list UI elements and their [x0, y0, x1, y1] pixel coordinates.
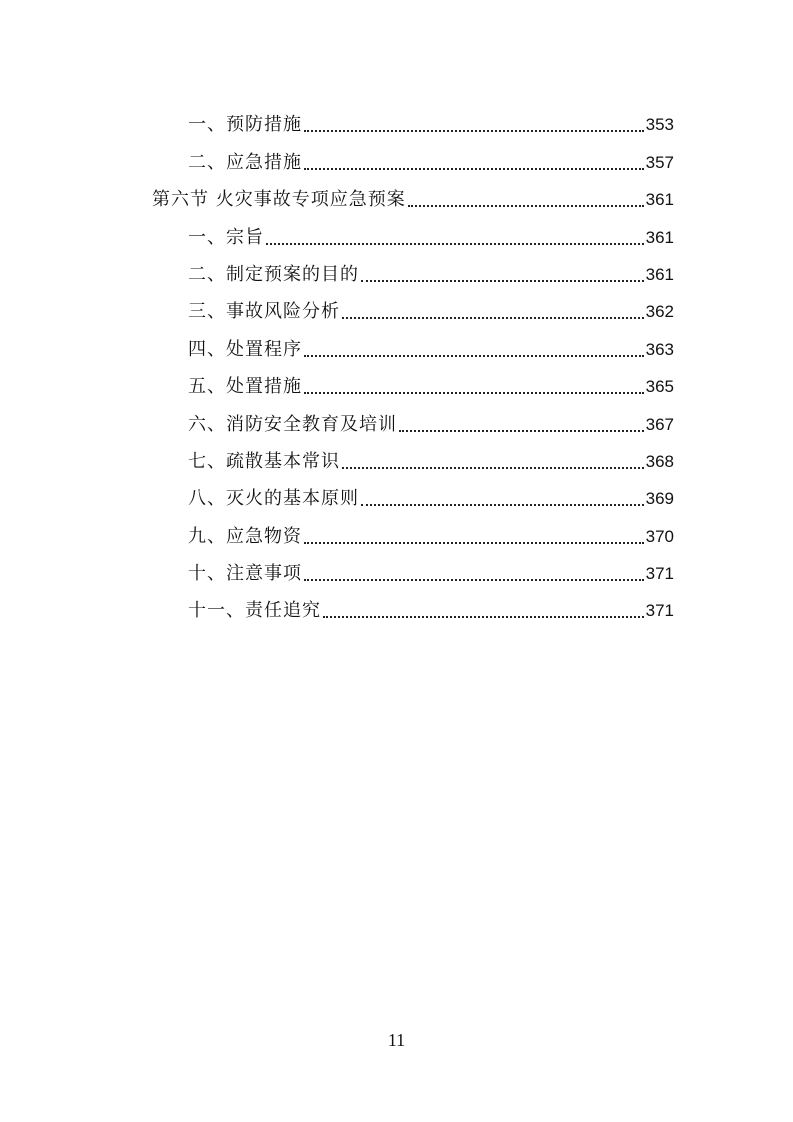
dot-leader: [342, 299, 644, 325]
toc-entry-page: 361: [645, 264, 674, 284]
toc-entry-page: 370: [645, 526, 674, 546]
toc-entry-page: 371: [645, 601, 674, 621]
toc-entry[interactable]: [188, 138, 674, 175]
toc-entry-page: 371: [645, 564, 674, 584]
toc-entry-page: 365: [645, 377, 674, 397]
page-number: 11: [387, 1030, 406, 1050]
toc-entry[interactable]: [188, 550, 674, 587]
toc-entry-title: 一、宗旨: [188, 226, 264, 248]
toc-entry-title: 三、事故风险分析: [188, 301, 340, 323]
toc-entry[interactable]: [188, 587, 674, 624]
toc-entry-page: 361: [645, 227, 674, 247]
toc-entry-page: 361: [645, 190, 674, 210]
toc-entry-title: 四、处置程序: [188, 338, 302, 360]
toc-section-entry[interactable]: [152, 176, 674, 213]
toc-entry-page: 369: [645, 489, 674, 509]
dot-leader: [304, 524, 644, 550]
toc-entry[interactable]: [188, 101, 674, 138]
dot-leader: [266, 225, 644, 251]
toc-entry-page: 367: [645, 414, 674, 434]
toc-entry[interactable]: [188, 363, 674, 400]
toc-entry[interactable]: [188, 325, 674, 362]
dot-leader: [304, 112, 644, 138]
toc-entry-title: 八、灭火的基本原则: [188, 488, 359, 510]
toc-entry-page: 353: [645, 115, 674, 135]
toc-entry-title: 二、制定预案的目的: [188, 263, 359, 285]
toc-entry[interactable]: [188, 213, 674, 250]
dot-leader: [304, 150, 644, 176]
dot-leader: [399, 412, 644, 438]
toc-entry[interactable]: [188, 512, 674, 549]
dot-leader: [361, 486, 644, 512]
dot-leader: [408, 187, 644, 213]
toc-entry-page: 357: [645, 152, 674, 172]
toc-entry[interactable]: [188, 438, 674, 475]
toc-entry-title: 六、消防安全教育及培训: [188, 413, 397, 435]
toc-entry-title: 十一、责任追究: [188, 600, 321, 622]
toc-entry[interactable]: [188, 251, 674, 288]
table-of-contents: [0, 101, 793, 624]
dot-leader: [342, 449, 644, 475]
toc-entry-title: 二、应急措施: [188, 151, 302, 173]
toc-entry-title: 九、应急物资: [188, 525, 302, 547]
toc-entry-title: 五、处置措施: [188, 376, 302, 398]
dot-leader: [304, 337, 644, 363]
dot-leader: [361, 262, 644, 288]
toc-entry-title: 七、疏散基本常识: [188, 450, 340, 472]
dot-leader: [304, 561, 644, 587]
toc-entry[interactable]: [188, 288, 674, 325]
toc-entry-title: 十、注意事项: [188, 563, 302, 585]
toc-entry[interactable]: [188, 400, 674, 437]
toc-entry-title: 一、预防措施: [188, 114, 302, 136]
dot-leader: [323, 598, 644, 624]
dot-leader: [304, 374, 644, 400]
toc-entry[interactable]: [188, 475, 674, 512]
toc-entry-title: 第六节 火灾事故专项应急预案: [152, 189, 406, 211]
toc-entry-page: 368: [645, 451, 674, 471]
toc-entry-page: 363: [645, 339, 674, 359]
toc-entry-page: 362: [645, 302, 674, 322]
